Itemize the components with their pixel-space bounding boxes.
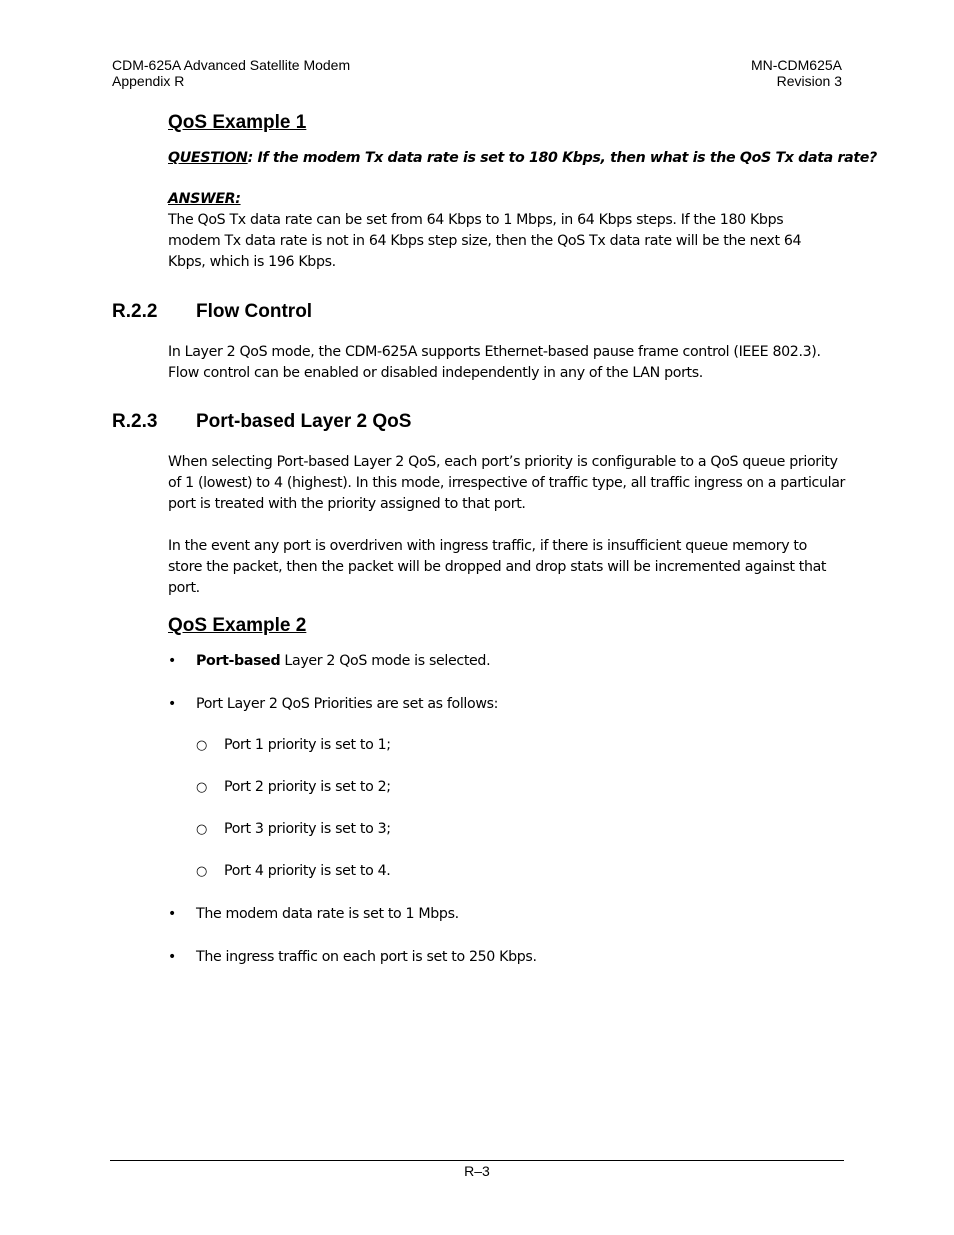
example1-heading: QoS Example 1 [168, 112, 307, 133]
example2-heading: QoS Example 2 [168, 615, 307, 636]
section-r23-paragraph-2: In the event any port is overdriven with ingress traffic, if there is insufficient queue memory to store the packet, then the packet will be dropped and drop stats will be incremented against that port. [168, 538, 827, 596]
example1-question [168, 148, 877, 169]
list-item [0, 947, 954, 968]
section-r22-heading [112, 301, 312, 323]
bullet-dot: • [168, 696, 176, 712]
section-number: R.2.2 [112, 301, 158, 322]
bullet-text: The modem data rate is set to 1 Mbps. [196, 906, 459, 922]
footer-divider [110, 1160, 844, 1161]
list-item [0, 904, 954, 925]
answer-label: ANSWER: [168, 191, 241, 207]
manual-number: MN-CDM625A [750, 57, 842, 73]
answer-text: The QoS Tx data rate can be set from 64 Kbps to 1 Mbps, in 64 Kbps steps. If the 180 Kbps modem Tx data rate is not in 64 Kbps step size, then the QoS Tx data rate will be the next 64 Kbps, which is 196 Kbps. [168, 212, 802, 270]
list-item [0, 694, 954, 715]
bullet-dot: • [168, 949, 176, 965]
bullet-text: Layer 2 QoS mode is selected. [280, 653, 491, 669]
page-header-right [751, 57, 842, 89]
section-number: R.2.3 [112, 411, 158, 432]
section-r22-paragraph: In Layer 2 QoS mode, the CDM-625A supports Ethernet-based pause frame control (IEEE 802.3). Flow control can be enabled or disabled independently in any of the LAN ports. [168, 344, 821, 381]
question-text: : If the modem Tx data rate is set to 180 Kbps, then what is the QoS Tx data rate? [247, 150, 877, 166]
list-item [0, 651, 954, 672]
sub-list-item [0, 819, 954, 840]
sub-item-text: Port 4 priority is set to 4. [224, 863, 391, 879]
appendix-label: Appendix R [112, 73, 185, 89]
bullet-dot: • [168, 653, 176, 669]
section-r23-paragraph-1: When selecting Port-based Layer 2 QoS, each port’s priority is configurable to a QoS queue priority of 1 (lowest) to 4 (highest). In this mode, irrespective of traffic type, all traffic ingress on a particular port is treated with the priority assigned to that port. [168, 454, 846, 512]
question-label: QUESTION [168, 150, 248, 166]
revision-label: Revision 3 [776, 73, 842, 89]
page-header-left [112, 57, 350, 89]
sub-bullet-circle: ○ [196, 822, 207, 837]
bullet-text: Port Layer 2 QoS Priorities are set as follows: [196, 696, 499, 712]
sub-item-text: Port 2 priority is set to 2; [224, 779, 391, 795]
bullet-dot: • [168, 906, 176, 922]
section-r23-heading [112, 411, 411, 433]
sub-bullet-circle: ○ [196, 780, 207, 795]
document-title: CDM-625A Advanced Satellite Modem [112, 57, 351, 73]
section-title: Port-based Layer 2 QoS [196, 411, 412, 432]
page-number: R–3 [464, 1163, 490, 1179]
sub-item-text: Port 1 priority is set to 1; [224, 737, 391, 753]
sub-list-item [0, 735, 954, 756]
sub-list-item [0, 777, 954, 798]
bullet-text: The ingress traffic on each port is set to 250 Kbps. [196, 949, 537, 965]
sub-item-text: Port 3 priority is set to 3; [224, 821, 391, 837]
sub-bullet-circle: ○ [196, 738, 207, 753]
sub-list-item [0, 861, 954, 882]
sub-bullet-circle: ○ [196, 864, 207, 879]
bullet-bold-text: Port-based [196, 653, 281, 669]
section-title: Flow Control [196, 301, 313, 322]
